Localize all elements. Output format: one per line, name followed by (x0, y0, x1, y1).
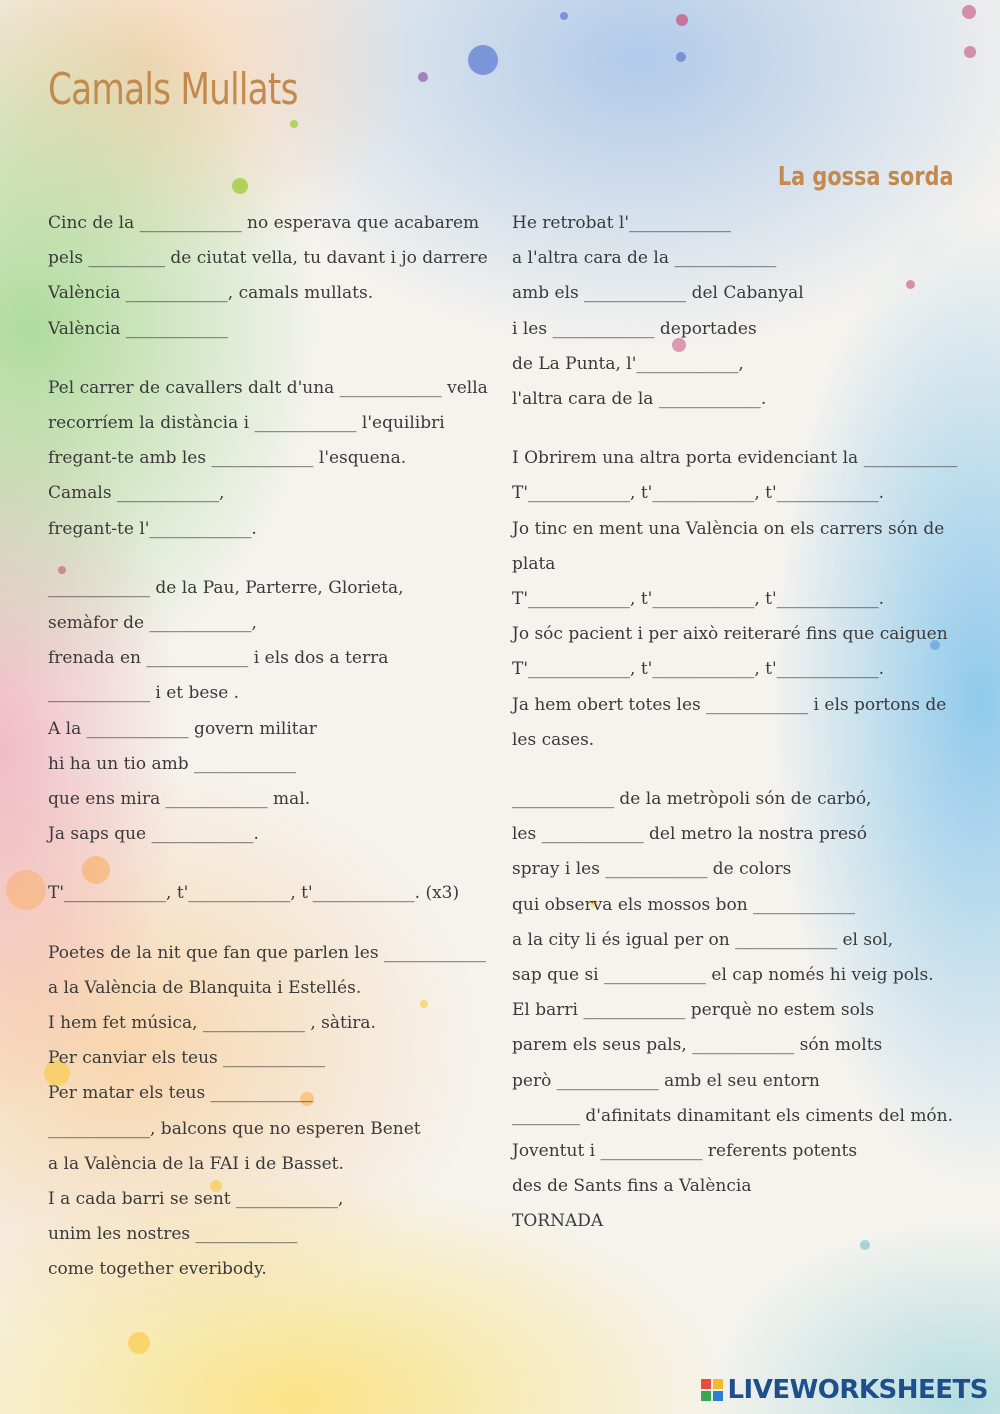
lyric-line: Jo tinc en ment una València on els carrers són de plata (512, 518, 945, 574)
logo-square (701, 1391, 711, 1401)
lyric-line: ____________ de la metròpoli són de carbó, (512, 789, 872, 810)
lyric-line: ________ d'afinitats dinamitant els ciments del món. (512, 1105, 954, 1126)
lyric-line: I a cada barri se sent ____________, (48, 1189, 344, 1210)
lyric-line: però ____________ amb el seu entorn (512, 1070, 820, 1091)
lyric-line: frenada en ____________ i els dos a terra (48, 648, 389, 669)
left-lyrics-column (48, 206, 498, 1288)
lyric-line: A la ____________ govern militar (48, 718, 317, 739)
stanza-gap (48, 347, 498, 371)
lyric-line: sap que si ____________ el cap només hi veig pols. (512, 965, 934, 986)
lyric-line: a la València de Blanquita i Estellés. (48, 977, 362, 998)
lyric-line: ____________, balcons que no esperen Benet (48, 1118, 421, 1139)
lyric-line: I Obrirem una altra porta evidenciant la ___________ (512, 448, 958, 469)
stanza-gap (48, 547, 498, 571)
lyric-line: Poetes de la nit que fan que parlen les ____________ (48, 942, 486, 963)
stanza (48, 371, 498, 547)
lyric-line: recorríem la distància i ____________ l'equilibri (48, 413, 445, 434)
lyric-line: que ens mira ____________ mal. (48, 789, 311, 810)
lyric-line: Per matar els teus ____________ (48, 1083, 313, 1104)
lyric-line: des de Sants fins a València (512, 1176, 752, 1197)
lyric-line: l'altra cara de la ____________. (512, 389, 767, 410)
lyric-line: come together everibody. (48, 1259, 267, 1280)
stanza (48, 876, 498, 911)
stanza (512, 206, 962, 417)
logo-icon (701, 1379, 723, 1401)
stanza (512, 441, 962, 758)
right-lyrics-column (512, 206, 962, 1240)
stanza (48, 206, 498, 347)
lyric-line: T'____________, t'____________, t'____________. (x3) (48, 883, 460, 904)
lyric-line: T'____________, t'____________, t'____________. (512, 483, 885, 504)
artist-name: La gossa sorda (778, 162, 954, 192)
lyric-line: València ____________, camals mullats. (48, 283, 374, 304)
lyric-line: I hem fet música, ____________ , sàtira. (48, 1013, 376, 1034)
stanza-gap (512, 758, 962, 782)
lyric-line: fregant-te l'____________. (48, 518, 257, 539)
lyric-line: pels _________ de ciutat vella, tu davant i jo darrere (48, 248, 488, 269)
lyric-line: Ja hem obert totes les ____________ i els portons de les cases. (512, 694, 947, 750)
logo-square (713, 1391, 723, 1401)
lyric-line: amb els ____________ del Cabanyal (512, 283, 804, 304)
logo-square (713, 1379, 723, 1389)
logo-square (701, 1379, 711, 1389)
liveworksheets-logo[interactable] (701, 1374, 988, 1406)
stanza (512, 782, 962, 1240)
lyric-line: ____________ i et bese . (48, 683, 240, 704)
lyric-line: parem els seus pals, ____________ són molts (512, 1035, 883, 1056)
logo-text: LIVEWORKSHEETS (727, 1375, 988, 1405)
lyric-line: spray i les ____________ de colors (512, 859, 792, 880)
lyric-line: fregant-te amb les ____________ l'esquena. (48, 448, 407, 469)
stanza (48, 571, 498, 853)
lyric-line: semàfor de ____________, (48, 613, 257, 634)
lyric-line: Camals ____________, (48, 483, 225, 504)
lyric-line: a la city li és igual per on ____________ el sol, (512, 929, 894, 950)
lyric-line: ____________ de la Pau, Parterre, Glorieta, (48, 577, 404, 598)
lyric-line: a la València de la FAI i de Basset. (48, 1153, 344, 1174)
lyric-line: unim les nostres ____________ (48, 1224, 298, 1245)
lyric-line: a l'altra cara de la ____________ (512, 248, 777, 269)
lyric-line: Per canviar els teus ____________ (48, 1048, 326, 1069)
stanza (48, 936, 498, 1288)
lyric-line: Pel carrer de cavallers dalt d'una ____________ vella (48, 377, 488, 398)
lyric-line: Jo sóc pacient i per això reiteraré fins que caiguen (512, 624, 948, 645)
lyric-line: Ja saps que ____________. (48, 824, 259, 845)
lyric-line: He retrobat l'____________ (512, 213, 732, 233)
lyric-line: les ____________ del metro la nostra presó (512, 824, 867, 845)
stanza-gap (48, 912, 498, 936)
lyric-line: hi ha un tio amb ____________ (48, 753, 297, 774)
lyric-line: i les ____________ deportades (512, 318, 757, 339)
lyric-line: El barri ____________ perquè no estem sols (512, 1000, 875, 1021)
lyric-line: qui observa els mossos bon ____________ (512, 894, 856, 915)
lyric-line: T'____________, t'____________, t'____________. (512, 589, 885, 610)
lyric-line: Joventut i ____________ referents potents (512, 1141, 858, 1162)
stanza-gap (48, 852, 498, 876)
lyric-line: Cinc de la ____________ no esperava que acabarem (48, 213, 480, 233)
stanza-gap (512, 417, 962, 441)
lyric-line: València ____________ (48, 318, 228, 339)
lyric-line: de La Punta, l'____________, (512, 353, 744, 374)
lyric-line: TORNADA (512, 1211, 604, 1232)
worksheet-title: Camals Mullats (48, 64, 298, 115)
lyric-line: T'____________, t'____________, t'____________. (512, 659, 885, 680)
